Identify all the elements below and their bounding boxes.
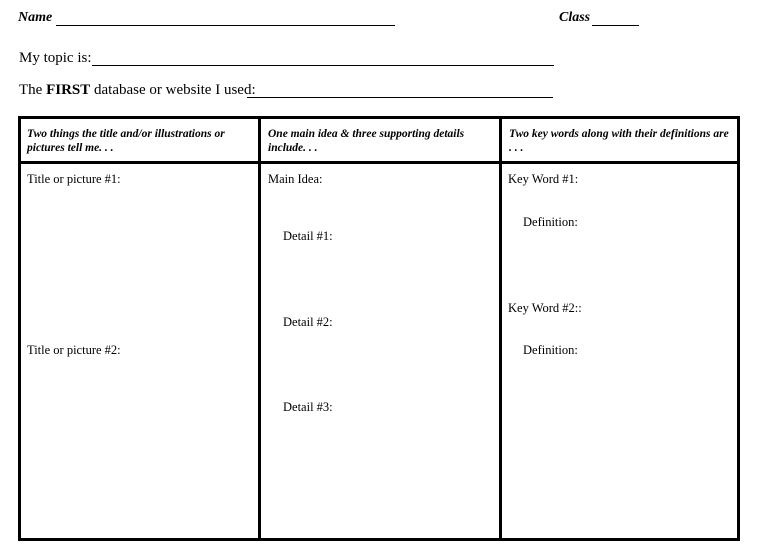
- key-word-1-label: Key Word #1:: [508, 172, 579, 186]
- key-word-2-label: Key Word #2::: [508, 301, 582, 315]
- class-label: Class: [559, 10, 591, 25]
- definition-2-label: Definition:: [523, 343, 578, 357]
- name-field[interactable]: [56, 25, 395, 26]
- detail-3-label: Detail #3:: [283, 400, 333, 414]
- organizer-table: [18, 116, 740, 541]
- column-header-main-idea: One main idea & three supporting details include. . .: [268, 128, 465, 154]
- column-divider: [499, 119, 502, 538]
- definition-1-label: Definition:: [523, 215, 578, 229]
- column-header-key-words: Two key words along with their definitions are . . .: [509, 128, 729, 154]
- topic-label: My topic is:: [19, 50, 92, 66]
- source-label: The FIRST database or website I used:: [19, 82, 256, 98]
- source-emphasis: FIRST: [46, 82, 91, 98]
- title-picture-1-label: Title or picture #1:: [27, 172, 121, 186]
- title-picture-2-label: Title or picture #2:: [27, 343, 121, 357]
- name-label: Name: [18, 10, 53, 25]
- detail-1-label: Detail #1:: [283, 229, 333, 243]
- column-header-titles-pictures: Two things the title and/or illustrations or pictures tell me. . .: [27, 128, 225, 154]
- class-field[interactable]: [592, 25, 639, 26]
- source-field[interactable]: [247, 97, 553, 98]
- main-idea-label: Main Idea:: [268, 172, 323, 186]
- column-divider: [258, 119, 261, 538]
- topic-field[interactable]: [92, 65, 554, 66]
- header-divider: [21, 161, 737, 164]
- detail-2-label: Detail #2:: [283, 315, 333, 329]
